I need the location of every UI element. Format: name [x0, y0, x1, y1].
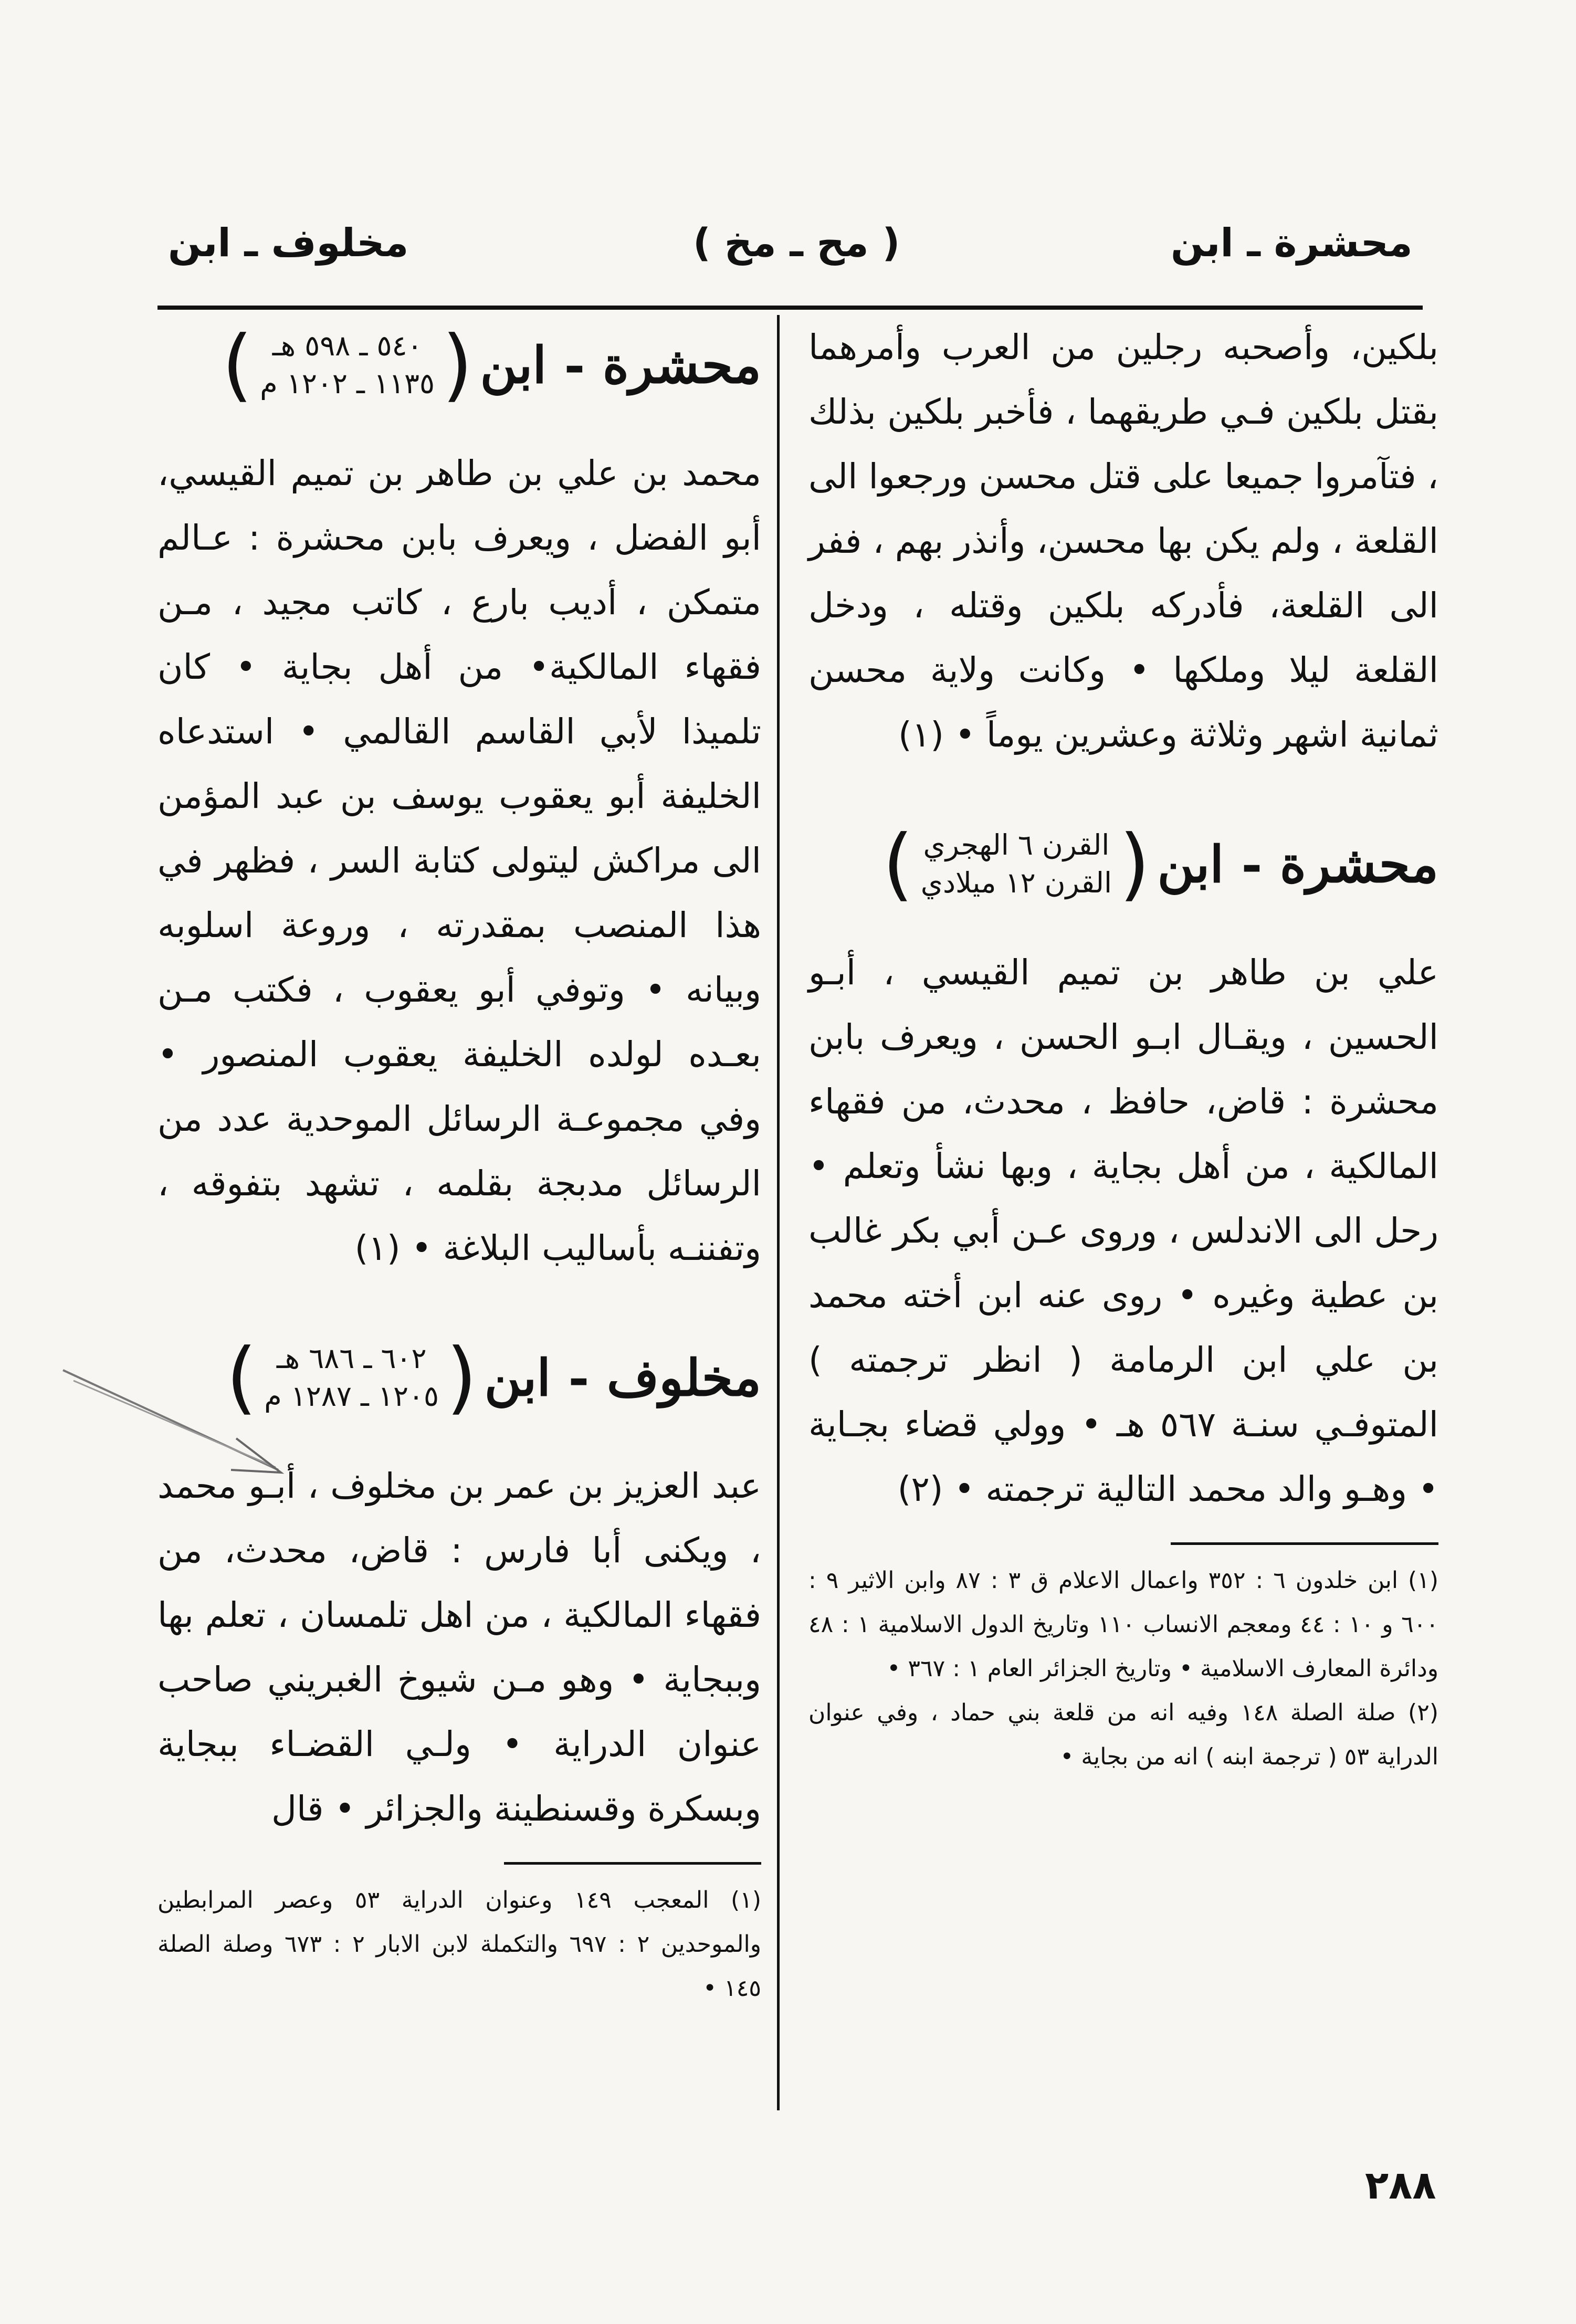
- date-hijri: ٦٠٢ ـ ٦٨٦ هـ: [276, 1342, 427, 1375]
- date-hijri: القرن ٦ الهجري: [923, 828, 1110, 861]
- date-gregorian: القرن ١٢ ميلادي: [920, 866, 1112, 899]
- entry-text: عبد العزيز بن عمر بن مخلوف ، أبـو محمد ، ويكنى أبا فارس : قاض، محدث، من فقهاء المالكية ، من اهل تلمسان ، تعلم بها وببجاية • وهو مـن شيوخ الغبريني صاحب عنوان الدراية • ولـي القضـاء ببجاية وبسكرة وقسنطينة والجزائر • قال: [157, 1466, 761, 1829]
- open-paren: (: [1119, 818, 1150, 910]
- entry-name: محشرة - ابن: [480, 335, 761, 395]
- footnote-rule: [504, 1862, 761, 1865]
- date-gregorian: ١٢٠٥ ـ ١٢٨٧ م: [264, 1380, 439, 1413]
- footnote-1: (١) المعجب ١٤٩ وعنوان الدراية ٥٣ وعصر المرابطين والموحدين ٢ : ٦٩٧ والتكملة لابن الابار ٢ : ٦٧٣ وصلة الصلة ١٤٥ •: [157, 1887, 762, 2002]
- entry-text: محمد بن علي بن طاهر بن تميم القيسي، أبو الفضل ، ويعرف بابن محشرة : عـالم متمكن ، أديب بارع ، كاتب مجيد ، مـن فقهاء المالكية• من أهل بجاية • كان تلميذا لأبي القاسم القالمي • استدعاه الخليفة أبو يعقوب يوسف بن عبد المؤمن الى مراكش ليتولى كتابة السر ، فظهر في هذا المنصب بمقدرته ، وروعة اسلوبه وبيانه • وتوفي أبو يعقوب ، فكتب مـن بعـده لولده الخليفة يعقوب المنصور • وفي مجموعـة الرسائل الموحدية عدد من الرسائل مدبجة بقلمه ، تشهد بتفوقه ، وتفننـه بأساليب البلاغة • (١): [157, 453, 761, 1268]
- close-paren: ): [882, 818, 913, 910]
- footnote-rule: [1171, 1542, 1438, 1545]
- entry-heading: [808, 818, 1438, 910]
- left-column: [157, 319, 762, 2011]
- date-hijri: ٥٤٠ ـ ٥٩٨ هـ: [272, 329, 423, 362]
- close-paren: ): [226, 1332, 257, 1423]
- open-paren: (: [446, 1332, 477, 1423]
- entry-dates: [260, 327, 435, 403]
- running-head-right: محشرة ـ ابن: [1171, 220, 1413, 266]
- footnote-2: (٢) صلة الصلة ١٤٨ وفيه انه من قلعة بني حماد ، وفي عنوان الدراية ٥٣ ( ترجمة ابنه ) انه من بجاية •: [808, 1699, 1438, 1770]
- date-gregorian: ١١٣٥ ـ ١٢٠٢ م: [260, 367, 435, 400]
- column-divider: [777, 315, 780, 2110]
- entry-name: محشرة - ابن: [1157, 834, 1438, 894]
- margin-arrow-mark: [58, 1365, 289, 1493]
- running-head-left: مخلوف ـ ابن: [168, 220, 409, 266]
- entry-dates: [921, 826, 1112, 902]
- entry-heading: [157, 319, 761, 411]
- footnote-1: (١) ابن خلدون ٦ : ٣٥٢ واعمال الاعلام ق ٣ : ٨٧ وابن الاثير ٩ : ٦٠٠ و ١٠ : ٤٤ ومعجم الانساب ١١٠ وتاريخ الدول الاسلامية ١ : ٤٨ ودائرة المعارف الاسلامية • وتاريخ الجزائر العام ١ : ٣٦٧ •: [808, 1567, 1439, 1682]
- entry-dates: [264, 1340, 439, 1415]
- right-column: [808, 315, 1438, 1779]
- running-head-center: ( مح ـ مخ ): [693, 220, 900, 266]
- header-rule: [157, 306, 1423, 310]
- continuation-text: بلكين، وأصحبه رجلين من العرب وأمرهما بقتل بلكين فـي طريقهما ، فأخبر بلكين بذلك ، فتآمروا جميعا على قتل محسن ورجعوا الى القلعة ، ولم يكن بها محسن، وأنذر بهم ، ففر الى القلعة، فأدركه بلكين وقتله ، ودخل القلعة ليلا وملكها • وكانت ولاية محسن ثمانية اشهر وثلاثة وعشرين يوماً • (١): [808, 327, 1438, 755]
- open-paren: (: [442, 319, 473, 411]
- page-number: ٢٨٨: [1365, 2163, 1436, 2208]
- close-paren: ): [222, 319, 253, 411]
- entry-text: علي بن طاهر بن تميم القيسي ، أبـو الحسين ، ويقـال ابـو الحسن ، ويعرف بابن محشرة : قاض، حافظ ، محدث، من فقهاء المالكية ، من أهل بجاية ، وبها نشأ وتعلم • رحل الى الاندلس ، وروى عـن أبي بكر غالب بن عطية وغيره • روى عنه ابن أخته محمد بن علي ابن الرمامة ( انظر ترجمته ) المتوفـي سنـة ٥٦٧ هـ • وولي قضاء بجـاية • وهـو والد محمد التالية ترجمته • (٢): [808, 952, 1438, 1509]
- entry-name: مخلوف - ابن: [484, 1348, 761, 1407]
